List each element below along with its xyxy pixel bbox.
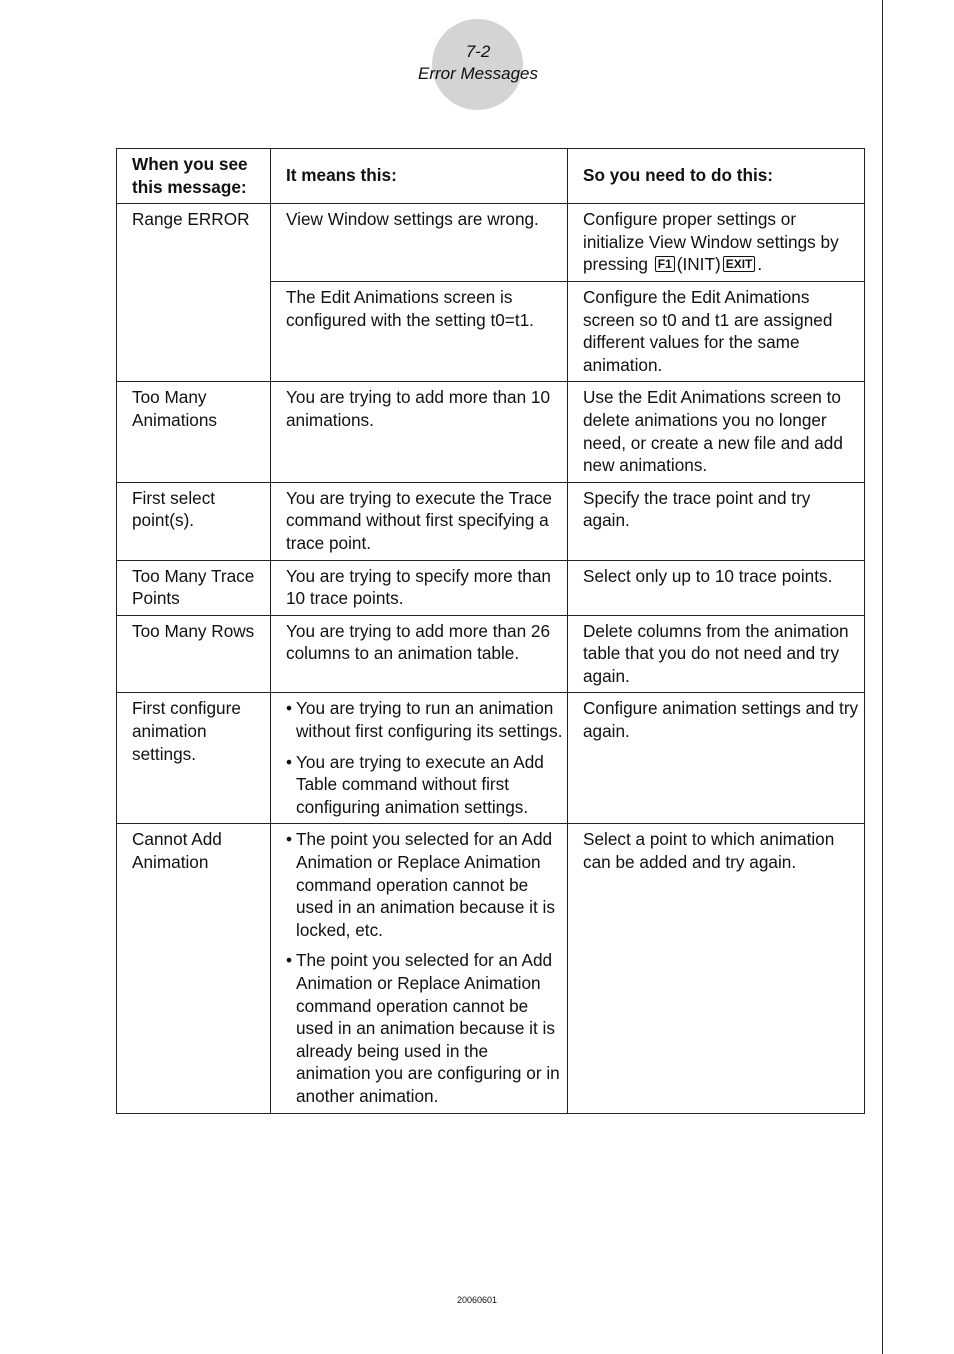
footer-code: 20060601 — [456, 1295, 498, 1305]
action-cell: Configure the Edit Animations screen so t0 and t1 are assigned different values for the same animation. — [568, 281, 865, 381]
message-cell: First configure animation settings. — [117, 693, 271, 824]
action-cell: Delete columns from the animation table that you do not need and try again. — [568, 615, 865, 693]
action-cell — [568, 204, 865, 282]
meaning-cell: You are trying to add more than 26 columns to an animation table. — [271, 615, 568, 693]
table-row — [117, 615, 865, 693]
meaning-bullet-list — [286, 697, 563, 818]
meaning-cell — [271, 693, 568, 824]
table-row — [117, 482, 865, 560]
message-cell: Too Many Rows — [117, 615, 271, 693]
column-header-message: When you see this message: — [117, 149, 271, 204]
message-cell: Too Many Trace Points — [117, 560, 271, 615]
action-end: . — [757, 254, 763, 275]
meaning-cell: View Window settings are wrong. — [271, 204, 568, 282]
column-header-meaning: It means this: — [271, 149, 568, 204]
meaning-bullet: • You are trying to execute an Add Table command without first configuring animation settings. — [286, 751, 563, 819]
meaning-cell: You are trying to specify more than 10 trace points. — [271, 560, 568, 615]
table-header-row — [117, 149, 865, 204]
table-row — [117, 382, 865, 482]
meaning-bullet: • The point you selected for an Add Animation or Replace Animation command operation cannot be used in an animation because it is locked, etc. — [286, 828, 563, 941]
section-title: Error Messages — [418, 64, 538, 83]
table-row — [117, 560, 865, 615]
meaning-cell — [271, 824, 568, 1113]
exit-key-icon: EXIT — [723, 256, 756, 272]
meaning-cell: The Edit Animations screen is configured with the setting t0=t1. — [271, 281, 568, 381]
action-cell: Select only up to 10 trace points. — [568, 560, 865, 615]
action-cell: Select a point to which animation can be added and try again. — [568, 824, 865, 1113]
column-header-action: So you need to do this: — [568, 149, 865, 204]
page-number: 7-2 — [465, 42, 491, 61]
action-cell: Use the Edit Animations screen to delete animations you no longer need, or create a new file and add new animations. — [568, 382, 865, 482]
message-cell: First select point(s). — [117, 482, 271, 560]
page-right-rule — [882, 0, 883, 1354]
meaning-bullet: • The point you selected for an Add Animation or Replace Animation command operation cannot be used in an animation because it is already being used in the animation you are configuring or in another animation. — [286, 949, 563, 1107]
table-row — [117, 824, 865, 1113]
message-cell: Too Many Animations — [117, 382, 271, 482]
action-cell: Specify the trace point and try again. — [568, 482, 865, 560]
meaning-bullet: • You are trying to run an animation without first configuring its settings. — [286, 697, 563, 742]
error-messages-table — [116, 148, 865, 1114]
meaning-cell: You are trying to execute the Trace command without first specifying a trace point. — [271, 482, 568, 560]
table-row — [117, 693, 865, 824]
action-cell: Configure animation settings and try again. — [568, 693, 865, 824]
meaning-cell: You are trying to add more than 10 animations. — [271, 382, 568, 482]
message-cell: Cannot Add Animation — [117, 824, 271, 1113]
action-text: Configure proper settings or initialize View Window settings by pressing — [583, 209, 839, 275]
meaning-bullet-list — [286, 828, 563, 1107]
init-label: (INIT) — [676, 254, 721, 275]
f1-key-icon: F1 — [655, 256, 675, 272]
table-row — [117, 204, 865, 282]
message-cell: Range ERROR — [117, 204, 271, 382]
